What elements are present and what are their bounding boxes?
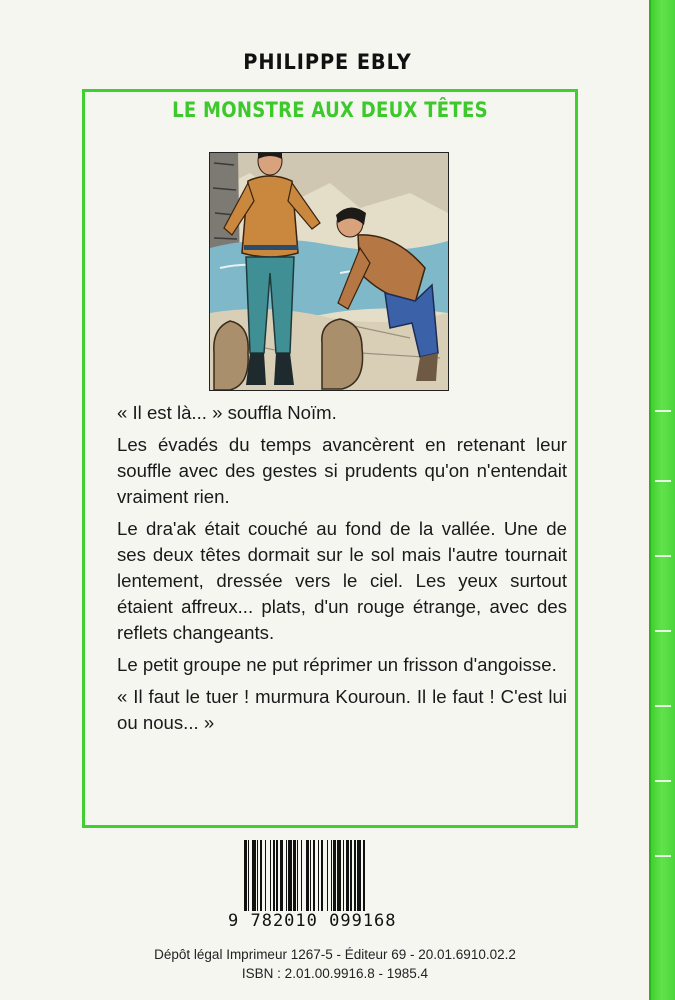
spine-tick: [655, 410, 671, 412]
spine-tick: [655, 780, 671, 782]
blurb-paragraph: Les évadés du temps avancèrent en retenant leur souffle avec des gestes si prudents qu'on n'entendait vraiment rien.: [117, 434, 567, 507]
spine-tick: [655, 555, 671, 557]
barcode-bar: [365, 840, 368, 916]
spine-tick: [655, 630, 671, 632]
book-spine: [649, 0, 675, 1000]
two-boys-illustration: [209, 152, 449, 391]
author-name: PHILIPPE EBLY: [243, 50, 412, 74]
spine-tick: [655, 480, 671, 482]
spine-tick: [655, 855, 671, 857]
legal-line-depot: Dépôt légal Imprimeur 1267-5 - Éditeur 69 - 20.01.6910.02.2: [154, 947, 516, 962]
barcode: [244, 840, 412, 916]
legal-notice: [90, 945, 580, 983]
blurb-paragraph: Le dra'ak était couché au fond de la vallée. Une de ses deux têtes dormait sur le sol mais l'autre tournait lentement, dressée vers le ciel. Les yeux surtout étaient affreux... plats, d'un rouge étrange, avec des reflets changeants.: [117, 518, 567, 643]
blurb-paragraph: Le petit groupe ne put réprimer un frisson d'angoisse.: [117, 654, 557, 675]
blurb-paragraph: « Il est là... » souffla Noïm.: [117, 402, 337, 423]
back-cover-blurb: [117, 400, 567, 742]
blurb-paragraph: « Il faut le tuer ! murmura Kouroun. Il le faut ! C'est lui ou nous... »: [117, 686, 567, 733]
book-title: LE MONSTRE AUX DEUX TÊTES: [172, 98, 488, 122]
spine-tick: [655, 705, 671, 707]
barcode-digits: 9 782010 099168: [226, 911, 438, 931]
legal-line-isbn: ISBN : 2.01.00.9916.8 - 1985.4: [241, 966, 429, 981]
